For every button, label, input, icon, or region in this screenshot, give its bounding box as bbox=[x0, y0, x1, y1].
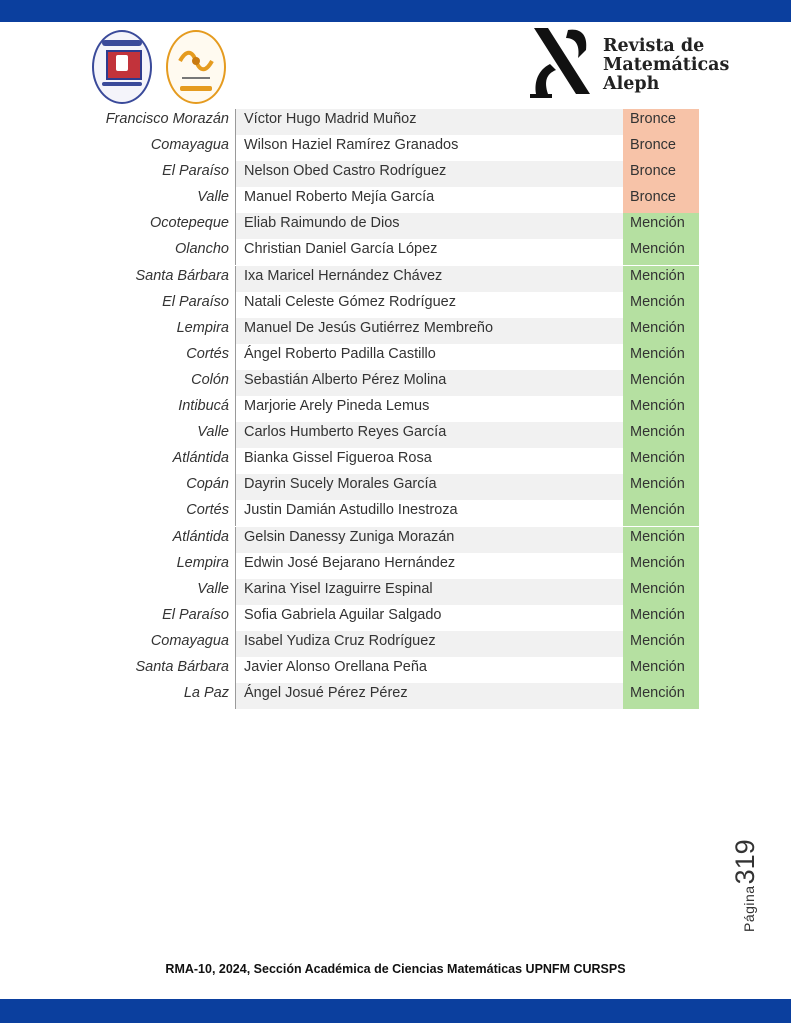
name-cell bbox=[235, 422, 623, 448]
award-cell: Mención bbox=[623, 344, 699, 370]
department-cell: El Paraíso bbox=[162, 163, 229, 180]
department-cell: Atlántida bbox=[172, 528, 229, 545]
table-row bbox=[0, 161, 791, 187]
table-row bbox=[0, 579, 791, 605]
award-cell: Mención bbox=[623, 292, 699, 318]
student-name: Manuel De Jesús Gutiérrez Membreño bbox=[244, 319, 494, 336]
department-cell: Lempira bbox=[176, 554, 229, 571]
aleph-logo-icon bbox=[528, 24, 600, 100]
name-cell bbox=[235, 187, 623, 213]
table-row bbox=[0, 422, 791, 448]
award-cell: Mención bbox=[623, 683, 699, 709]
name-cell bbox=[235, 631, 623, 657]
department-cell: Lempira bbox=[176, 319, 229, 336]
award-cell: Mención bbox=[623, 448, 699, 474]
department-cell: Valle bbox=[197, 424, 229, 441]
award-cell: Mención bbox=[623, 553, 699, 579]
table-row bbox=[0, 605, 791, 631]
department-cell: Santa Bárbara bbox=[135, 658, 229, 675]
student-name: Manuel Roberto Mejía García bbox=[244, 189, 435, 206]
table-row bbox=[0, 239, 791, 265]
student-name: Ixa Maricel Hernández Chávez bbox=[244, 267, 443, 284]
page-number bbox=[708, 832, 778, 932]
name-cell bbox=[235, 657, 623, 683]
department-cell: La Paz bbox=[183, 685, 229, 702]
award-cell: Bronce bbox=[623, 161, 699, 187]
student-name: Ángel Josué Pérez Pérez bbox=[244, 685, 408, 702]
department-cell: Valle bbox=[197, 189, 229, 206]
award-cell: Mención bbox=[623, 579, 699, 605]
student-name: Karina Yisel Izaguirre Espinal bbox=[244, 580, 433, 597]
student-name: Nelson Obed Castro Rodríguez bbox=[244, 163, 447, 180]
name-cell bbox=[235, 161, 623, 187]
department-cell: Comayagua bbox=[150, 137, 229, 154]
name-cell bbox=[235, 553, 623, 579]
name-cell bbox=[235, 239, 623, 265]
table-row bbox=[0, 500, 791, 526]
table-row bbox=[0, 187, 791, 213]
department-cell: Santa Bárbara bbox=[135, 267, 229, 284]
department-cell: Ocotepeque bbox=[149, 215, 229, 232]
name-cell bbox=[235, 474, 623, 500]
department-cell: Comayagua bbox=[150, 632, 229, 649]
student-name: Gelsin Danessy Zuniga Morazán bbox=[244, 528, 455, 545]
results-table bbox=[0, 109, 791, 709]
award-cell: Mención bbox=[623, 318, 699, 344]
page-number-value: 319 bbox=[730, 839, 760, 885]
table-row bbox=[0, 292, 791, 318]
table-row bbox=[0, 370, 791, 396]
table-row bbox=[0, 318, 791, 344]
department-cell: Olancho bbox=[174, 241, 229, 258]
award-cell: Mención bbox=[623, 500, 699, 526]
bottom-color-band bbox=[0, 999, 791, 1023]
award-cell: Bronce bbox=[623, 187, 699, 213]
student-name: Sebastián Alberto Pérez Molina bbox=[244, 371, 447, 388]
university-seal-logo bbox=[92, 30, 152, 104]
student-name: Eliab Raimundo de Dios bbox=[244, 215, 400, 232]
math-section-logo bbox=[166, 30, 226, 104]
student-name: Sofia Gabriela Aguilar Salgado bbox=[244, 606, 442, 623]
journal-title bbox=[603, 36, 730, 94]
name-cell bbox=[235, 135, 623, 161]
table-row bbox=[0, 344, 791, 370]
department-cell: Intibucá bbox=[178, 398, 229, 415]
table-row bbox=[0, 266, 791, 292]
student-name: Bianka Gissel Figueroa Rosa bbox=[244, 450, 432, 467]
student-name: Christian Daniel García López bbox=[244, 241, 438, 258]
table-row bbox=[0, 683, 791, 709]
award-cell: Bronce bbox=[623, 109, 699, 135]
student-name: Carlos Humberto Reyes García bbox=[244, 424, 447, 441]
award-cell: Mención bbox=[623, 657, 699, 683]
name-cell bbox=[235, 579, 623, 605]
top-color-band bbox=[0, 0, 791, 22]
department-cell: El Paraíso bbox=[162, 293, 229, 310]
table-row bbox=[0, 657, 791, 683]
student-name: Ángel Roberto Padilla Castillo bbox=[244, 345, 436, 362]
journal-title-line3: Aleph bbox=[603, 74, 660, 94]
award-cell: Mención bbox=[623, 213, 699, 239]
award-cell: Mención bbox=[623, 396, 699, 422]
department-cell: Atlántida bbox=[172, 450, 229, 467]
table-row bbox=[0, 109, 791, 135]
award-cell: Mención bbox=[623, 474, 699, 500]
table-row bbox=[0, 631, 791, 657]
page-label: Página bbox=[741, 885, 757, 932]
table-row bbox=[0, 135, 791, 161]
name-cell bbox=[235, 109, 623, 135]
table-row bbox=[0, 474, 791, 500]
student-name: Wilson Haziel Ramírez Granados bbox=[244, 137, 459, 154]
award-cell: Mención bbox=[623, 422, 699, 448]
table-row bbox=[0, 527, 791, 553]
student-name: Víctor Hugo Madrid Muñoz bbox=[244, 111, 417, 127]
award-cell: Mención bbox=[623, 631, 699, 657]
journal-title-line1: Revista de bbox=[603, 36, 705, 56]
name-cell bbox=[235, 605, 623, 631]
name-cell bbox=[235, 527, 623, 553]
award-cell: Bronce bbox=[623, 135, 699, 161]
student-name: Justin Damián Astudillo Inestroza bbox=[244, 502, 458, 519]
student-name: Dayrin Sucely Morales García bbox=[244, 476, 437, 493]
department-cell: Colón bbox=[191, 371, 229, 388]
department-cell: Cortés bbox=[186, 345, 229, 362]
department-cell: Copán bbox=[186, 476, 229, 493]
name-cell bbox=[235, 500, 623, 526]
table-row bbox=[0, 553, 791, 579]
student-name: Javier Alonso Orellana Peña bbox=[244, 658, 427, 675]
name-cell bbox=[235, 396, 623, 422]
award-cell: Mención bbox=[623, 605, 699, 631]
student-name: Isabel Yudiza Cruz Rodríguez bbox=[244, 632, 436, 649]
award-cell: Mención bbox=[623, 527, 699, 553]
award-cell: Mención bbox=[623, 239, 699, 265]
department-cell: Francisco Morazán bbox=[105, 111, 229, 127]
name-cell bbox=[235, 370, 623, 396]
award-cell: Mención bbox=[623, 370, 699, 396]
department-cell: Cortés bbox=[186, 502, 229, 519]
table-row bbox=[0, 448, 791, 474]
department-cell: El Paraíso bbox=[162, 606, 229, 623]
name-cell bbox=[235, 318, 623, 344]
name-cell bbox=[235, 266, 623, 292]
name-cell bbox=[235, 683, 623, 709]
journal-title-line2: Matemáticas bbox=[603, 55, 730, 75]
table-row bbox=[0, 213, 791, 239]
student-name: Marjorie Arely Pineda Lemus bbox=[244, 398, 430, 415]
name-cell bbox=[235, 292, 623, 318]
department-cell: Valle bbox=[197, 580, 229, 597]
name-cell bbox=[235, 344, 623, 370]
table-row bbox=[0, 396, 791, 422]
student-name: Natali Celeste Gómez Rodríguez bbox=[244, 293, 456, 310]
name-cell bbox=[235, 213, 623, 239]
student-name: Edwin José Bejarano Hernández bbox=[244, 554, 456, 571]
name-cell bbox=[235, 448, 623, 474]
award-cell: Mención bbox=[623, 266, 699, 292]
footer-citation: RMA-10, 2024, Sección Académica de Ciencias Matemáticas UPNFM CURSPS bbox=[165, 962, 626, 976]
